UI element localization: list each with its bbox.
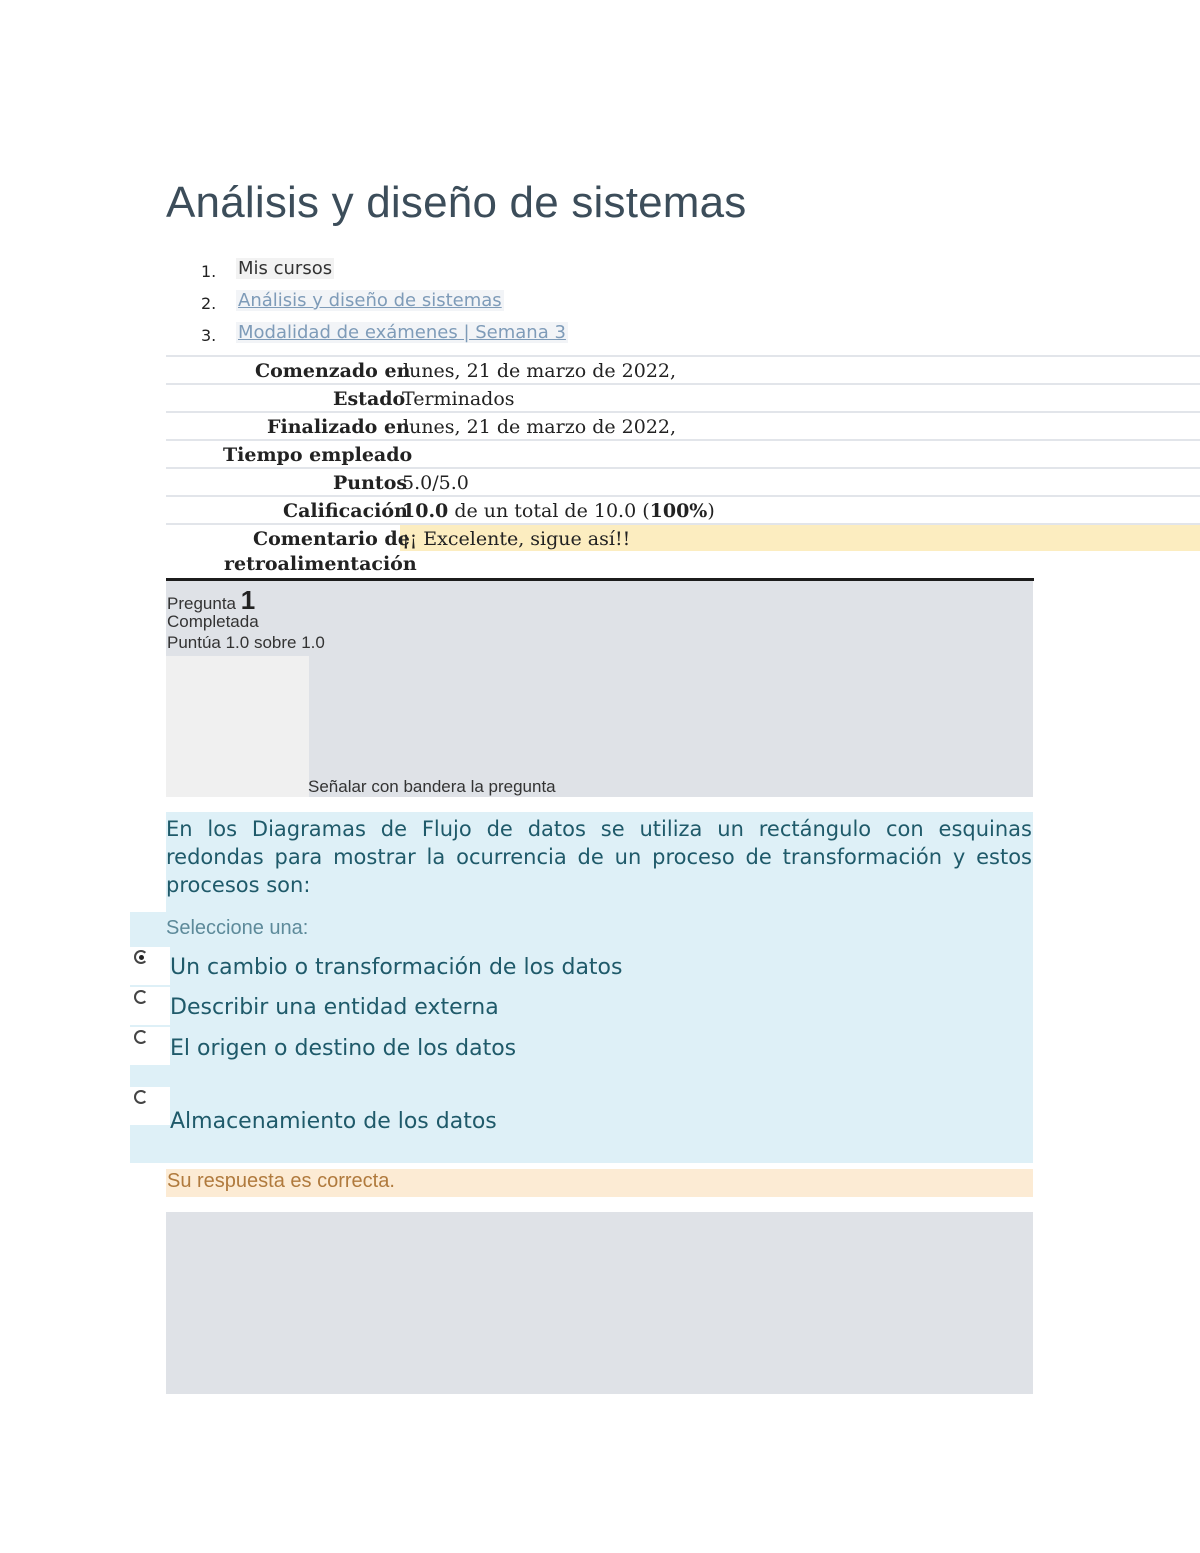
breadcrumb-link-mis-cursos[interactable]: Mis cursos bbox=[238, 258, 333, 279]
answer-option-label[interactable]: Almacenamiento de los datos bbox=[170, 1109, 497, 1134]
points-value: 5.0/5.0 bbox=[402, 472, 469, 494]
radio-unchecked-icon[interactable] bbox=[134, 1030, 148, 1044]
answer-option-label[interactable]: Describir una entidad externa bbox=[170, 995, 499, 1020]
summary-row-grade bbox=[166, 495, 1200, 523]
grade-close: ) bbox=[707, 500, 715, 522]
attempt-summary-table bbox=[166, 355, 1200, 575]
state-label: Estado bbox=[333, 388, 406, 410]
radio-unchecked-icon[interactable] bbox=[134, 990, 148, 1004]
feedback-label-line2: retroalimentación bbox=[224, 553, 417, 575]
state-value: Terminados bbox=[402, 388, 515, 410]
grade-label: Calificación bbox=[283, 500, 408, 522]
answer-option-label[interactable]: El origen o destino de los datos bbox=[170, 1036, 517, 1061]
breadcrumb-number: 1. bbox=[201, 262, 217, 281]
feedback-value: ¡¡ Excelente, sigue así!! bbox=[402, 528, 631, 550]
summary-row-started bbox=[166, 355, 1200, 383]
finished-label: Finalizado en bbox=[267, 416, 410, 438]
finished-value: lunes, 21 de marzo de 2022, bbox=[403, 416, 677, 438]
select-prompt: Seleccione una: bbox=[166, 917, 309, 939]
radio-checked-icon[interactable] bbox=[134, 950, 148, 964]
summary-row-finished bbox=[166, 411, 1200, 439]
answer-feedback-text: Su respuesta es correcta. bbox=[167, 1170, 395, 1192]
question-text: En los Diagramas de Flujo de datos se utiliza un rectángulo con esquinas redondas para mostrar la ocurrencia de un proceso de transformación y estos procesos son: bbox=[166, 817, 1032, 897]
next-question-panel bbox=[166, 1212, 1033, 1394]
answer-feedback bbox=[166, 1169, 1033, 1197]
grade-percent: 100% bbox=[649, 500, 708, 522]
question-number-value: 1 bbox=[240, 585, 256, 615]
summary-row-time bbox=[166, 439, 1200, 467]
question-info-side bbox=[166, 656, 309, 797]
summary-row-feedback bbox=[166, 523, 1200, 575]
grade-total: de un total de 10.0 ( bbox=[448, 500, 650, 522]
summary-row-points bbox=[166, 467, 1200, 495]
started-label: Comenzado en bbox=[255, 360, 411, 382]
question-label: Pregunta bbox=[167, 594, 236, 613]
summary-row-state bbox=[166, 383, 1200, 411]
breadcrumb-number: 2. bbox=[201, 294, 217, 313]
breadcrumb-link-exam[interactable]: Modalidad de exámenes | Semana 3 bbox=[238, 322, 566, 343]
radio-unchecked-icon[interactable] bbox=[134, 1090, 148, 1104]
grade-value bbox=[402, 500, 715, 522]
breadcrumb-link-course[interactable]: Análisis y diseño de sistemas bbox=[238, 290, 502, 311]
page-title: Análisis y diseño de sistemas bbox=[166, 178, 747, 227]
question-status: Completada bbox=[167, 612, 259, 631]
time-label: Tiempo empleado bbox=[223, 444, 413, 466]
question-info-panel bbox=[166, 581, 1033, 797]
answer-option-label[interactable]: Un cambio o transformación de los datos bbox=[170, 955, 623, 980]
started-value: lunes, 21 de marzo de 2022, bbox=[403, 360, 677, 382]
flag-question-link[interactable]: Señalar con bandera la pregunta bbox=[308, 777, 556, 796]
points-label: Puntos bbox=[333, 472, 408, 494]
breadcrumb-number: 3. bbox=[201, 326, 217, 345]
question-score: Puntúa 1.0 sobre 1.0 bbox=[167, 633, 325, 652]
grade-score: 10.0 bbox=[402, 500, 449, 522]
feedback-label: Comentario de bbox=[253, 528, 410, 550]
